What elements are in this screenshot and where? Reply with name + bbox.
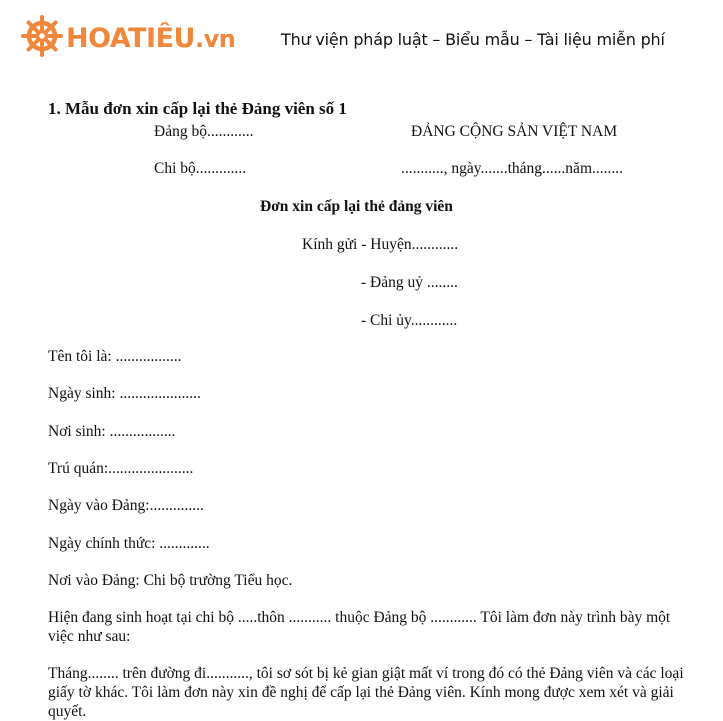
paragraph-request: Tháng........ trên đường đi..........., tôi sơ sót bị kẻ gian giật mất ví trong đó có thẻ Đảng viên và các loại giấy tờ khác. Tôi làm đơn này xin đề nghị để cấp lại thẻ Đảng viên. Kính mong được xem xét và giải quyết.: [48, 665, 684, 720]
form-title: Đơn xin cấp lại thẻ đảng viên: [260, 198, 453, 215]
brand-name: HOATIÊU.vn: [66, 22, 236, 54]
site-logo[interactable]: [20, 14, 235, 63]
recipient-item: - Đảng uỷ ........: [361, 274, 458, 291]
section-title: 1. Mẫu đơn xin cấp lại thẻ Đảng viên số 1: [48, 99, 347, 118]
field-join-date: Ngày vào Đảng:..............: [48, 497, 204, 514]
recipient-item: - Chi ủy............: [361, 312, 458, 329]
date-line: ..........., ngày.......tháng......năm........: [401, 160, 623, 177]
field-birthplace: Nơi sinh: .................: [48, 423, 176, 440]
site-tagline: Thư viện pháp luật – Biểu mẫu – Tài liệu miễn phí: [281, 30, 665, 49]
party-name: ĐẢNG CỘNG SẢN VIỆT NAM: [411, 123, 618, 140]
party-cell-line: Chi bộ.............: [154, 160, 247, 177]
ship-wheel-icon: [20, 14, 64, 63]
paragraph-current-activity: Hiện đang sinh hoạt tại chi bộ .....thôn ........... thuộc Đảng bộ ............ Tôi làm đơn này trình bày một việc như sau:: [48, 609, 671, 645]
party-committee-line: Đảng bộ............: [154, 123, 254, 140]
field-residence: Trú quán:......................: [48, 460, 194, 477]
site-header: [0, 0, 723, 80]
field-official-date: Ngày chính thức: .............: [48, 535, 210, 552]
field-birth-date: Ngày sinh: .....................: [48, 385, 201, 402]
field-name: Tên tôi là: .................: [48, 348, 182, 365]
recipient-intro: Kính gửi - Huyện............: [302, 236, 459, 253]
field-join-place: Nơi vào Đảng: Chi bộ trường Tiểu học.: [48, 572, 293, 589]
